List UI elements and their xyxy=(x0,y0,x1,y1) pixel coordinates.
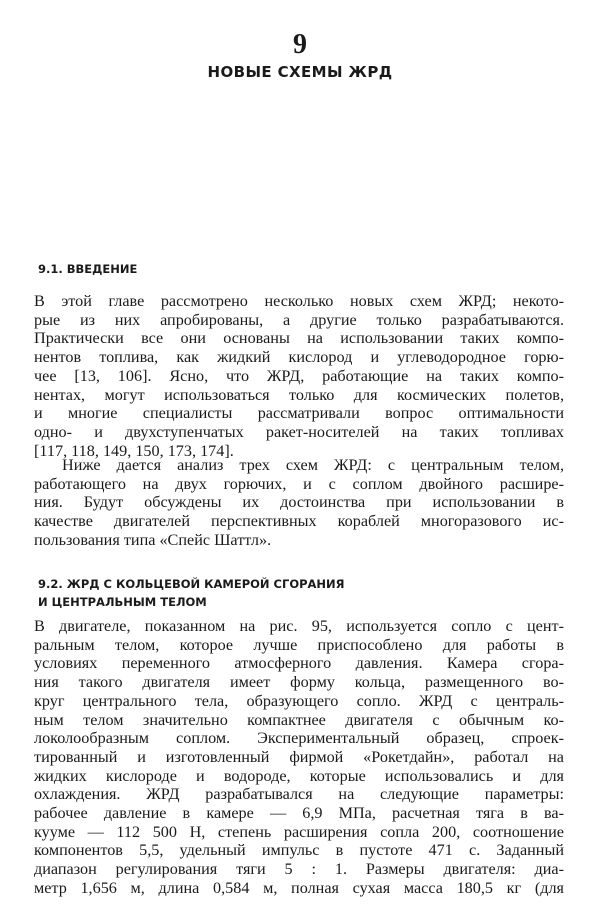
text-line: рые из них апробированы, а другие только разрабатываются. xyxy=(34,310,564,329)
text-line: ным телом значительно компактнее двигателя с обычным ко- xyxy=(34,710,564,729)
section-heading-text: 9.2. ЖРД С КОЛЬЦЕВОЙ КАМЕРОЙ СГОРАНИЯ xyxy=(38,577,345,591)
text-line: метр 1,656 м, длина 0,584 м, полная сухая масса 180,5 кг (для xyxy=(34,878,564,897)
section-heading-text: И ЦЕНТРАЛЬНЫМ ТЕЛОМ xyxy=(38,595,207,609)
paragraph-annular-engine xyxy=(34,617,564,898)
text-line: ния такого двигателя имеет форму кольца, размещенного во- xyxy=(34,673,564,692)
text-line: рабочее давление в камере — 6,9 МПа, расчетная тяга в ва- xyxy=(34,804,564,823)
text-line: работающего на двух горючих, и с соплом двойного расшире- xyxy=(34,474,564,493)
text-line: качестве двигателей перспективных кораблей многоразового ис- xyxy=(34,512,564,531)
section-heading-annular-engine xyxy=(38,575,578,611)
paragraph-intro-1 xyxy=(34,292,564,460)
text-line: ральным телом, которое лучше приспособлено для работы в xyxy=(34,635,564,654)
text-line: ния. Будут обсуждены их достоинства при использовании в xyxy=(34,493,564,512)
text-line: жидких кислороде и водороде, которые использовались и для xyxy=(34,766,564,785)
text-line: нентах, могут использоваться только для космических полетов, xyxy=(34,385,564,404)
text-line: В двигателе, показанном на рис. 95, используется сопло с цент- xyxy=(34,617,564,635)
text-line: пользования типа «Спейс Шаттл». xyxy=(34,530,272,549)
text-line: Практически все они основаны на использовании таких компо- xyxy=(34,329,564,348)
text-line: В этой главе рассмотрено несколько новых схем ЖРД; некото- xyxy=(34,292,564,310)
section-heading-text: 9.1. ВВЕДЕНИЕ xyxy=(38,262,138,276)
text-line: кууме — 112 500 Н, степень расширения сопла 200, соотношение xyxy=(34,822,564,841)
text-line: условиях переменного атмосферного давления. Камера сгора- xyxy=(34,654,564,673)
chapter-title: НОВЫЕ СХЕМЫ ЖРД xyxy=(207,63,393,81)
text-line: охлаждения. ЖРД разрабатывался на следующие параметры: xyxy=(34,785,564,804)
section-heading-introduction xyxy=(38,260,578,278)
text-line: и многие специалисты рассматривали вопрос оптимальности xyxy=(34,404,564,423)
text-line: тированный и изготовленный фирмой «Рокетдайн», работал на xyxy=(34,747,564,766)
text-line: Ниже дается анализ трех схем ЖРД: с центральным телом, xyxy=(62,456,564,474)
paragraph-intro-2 xyxy=(34,456,564,550)
text-line: нентов топлива, как жидкий кислород и углеводородное горю- xyxy=(34,348,564,367)
text-line: [117, 118, 149, 150, 173, 174]. xyxy=(34,441,234,460)
text-line: локолообразным соплом. Экспериментальный образец, спроек- xyxy=(34,729,564,748)
text-line: компонентов 5,5, удельный импульс в пустоте 471 с. Заданный xyxy=(34,841,564,860)
text-line: круг центрального тела, образующего сопло. ЖРД с централь- xyxy=(34,691,564,710)
chapter-number: 9 xyxy=(293,29,307,60)
text-line: чее [13, 106]. Ясно, что ЖРД, работающие на таких компо- xyxy=(34,366,564,385)
text-line: одно- и двухступенчатых ракет-носителей на таких топливах xyxy=(34,422,564,441)
text-line: диапазон регулирования тяги 5 : 1. Размеры двигателя: диа- xyxy=(34,860,564,879)
